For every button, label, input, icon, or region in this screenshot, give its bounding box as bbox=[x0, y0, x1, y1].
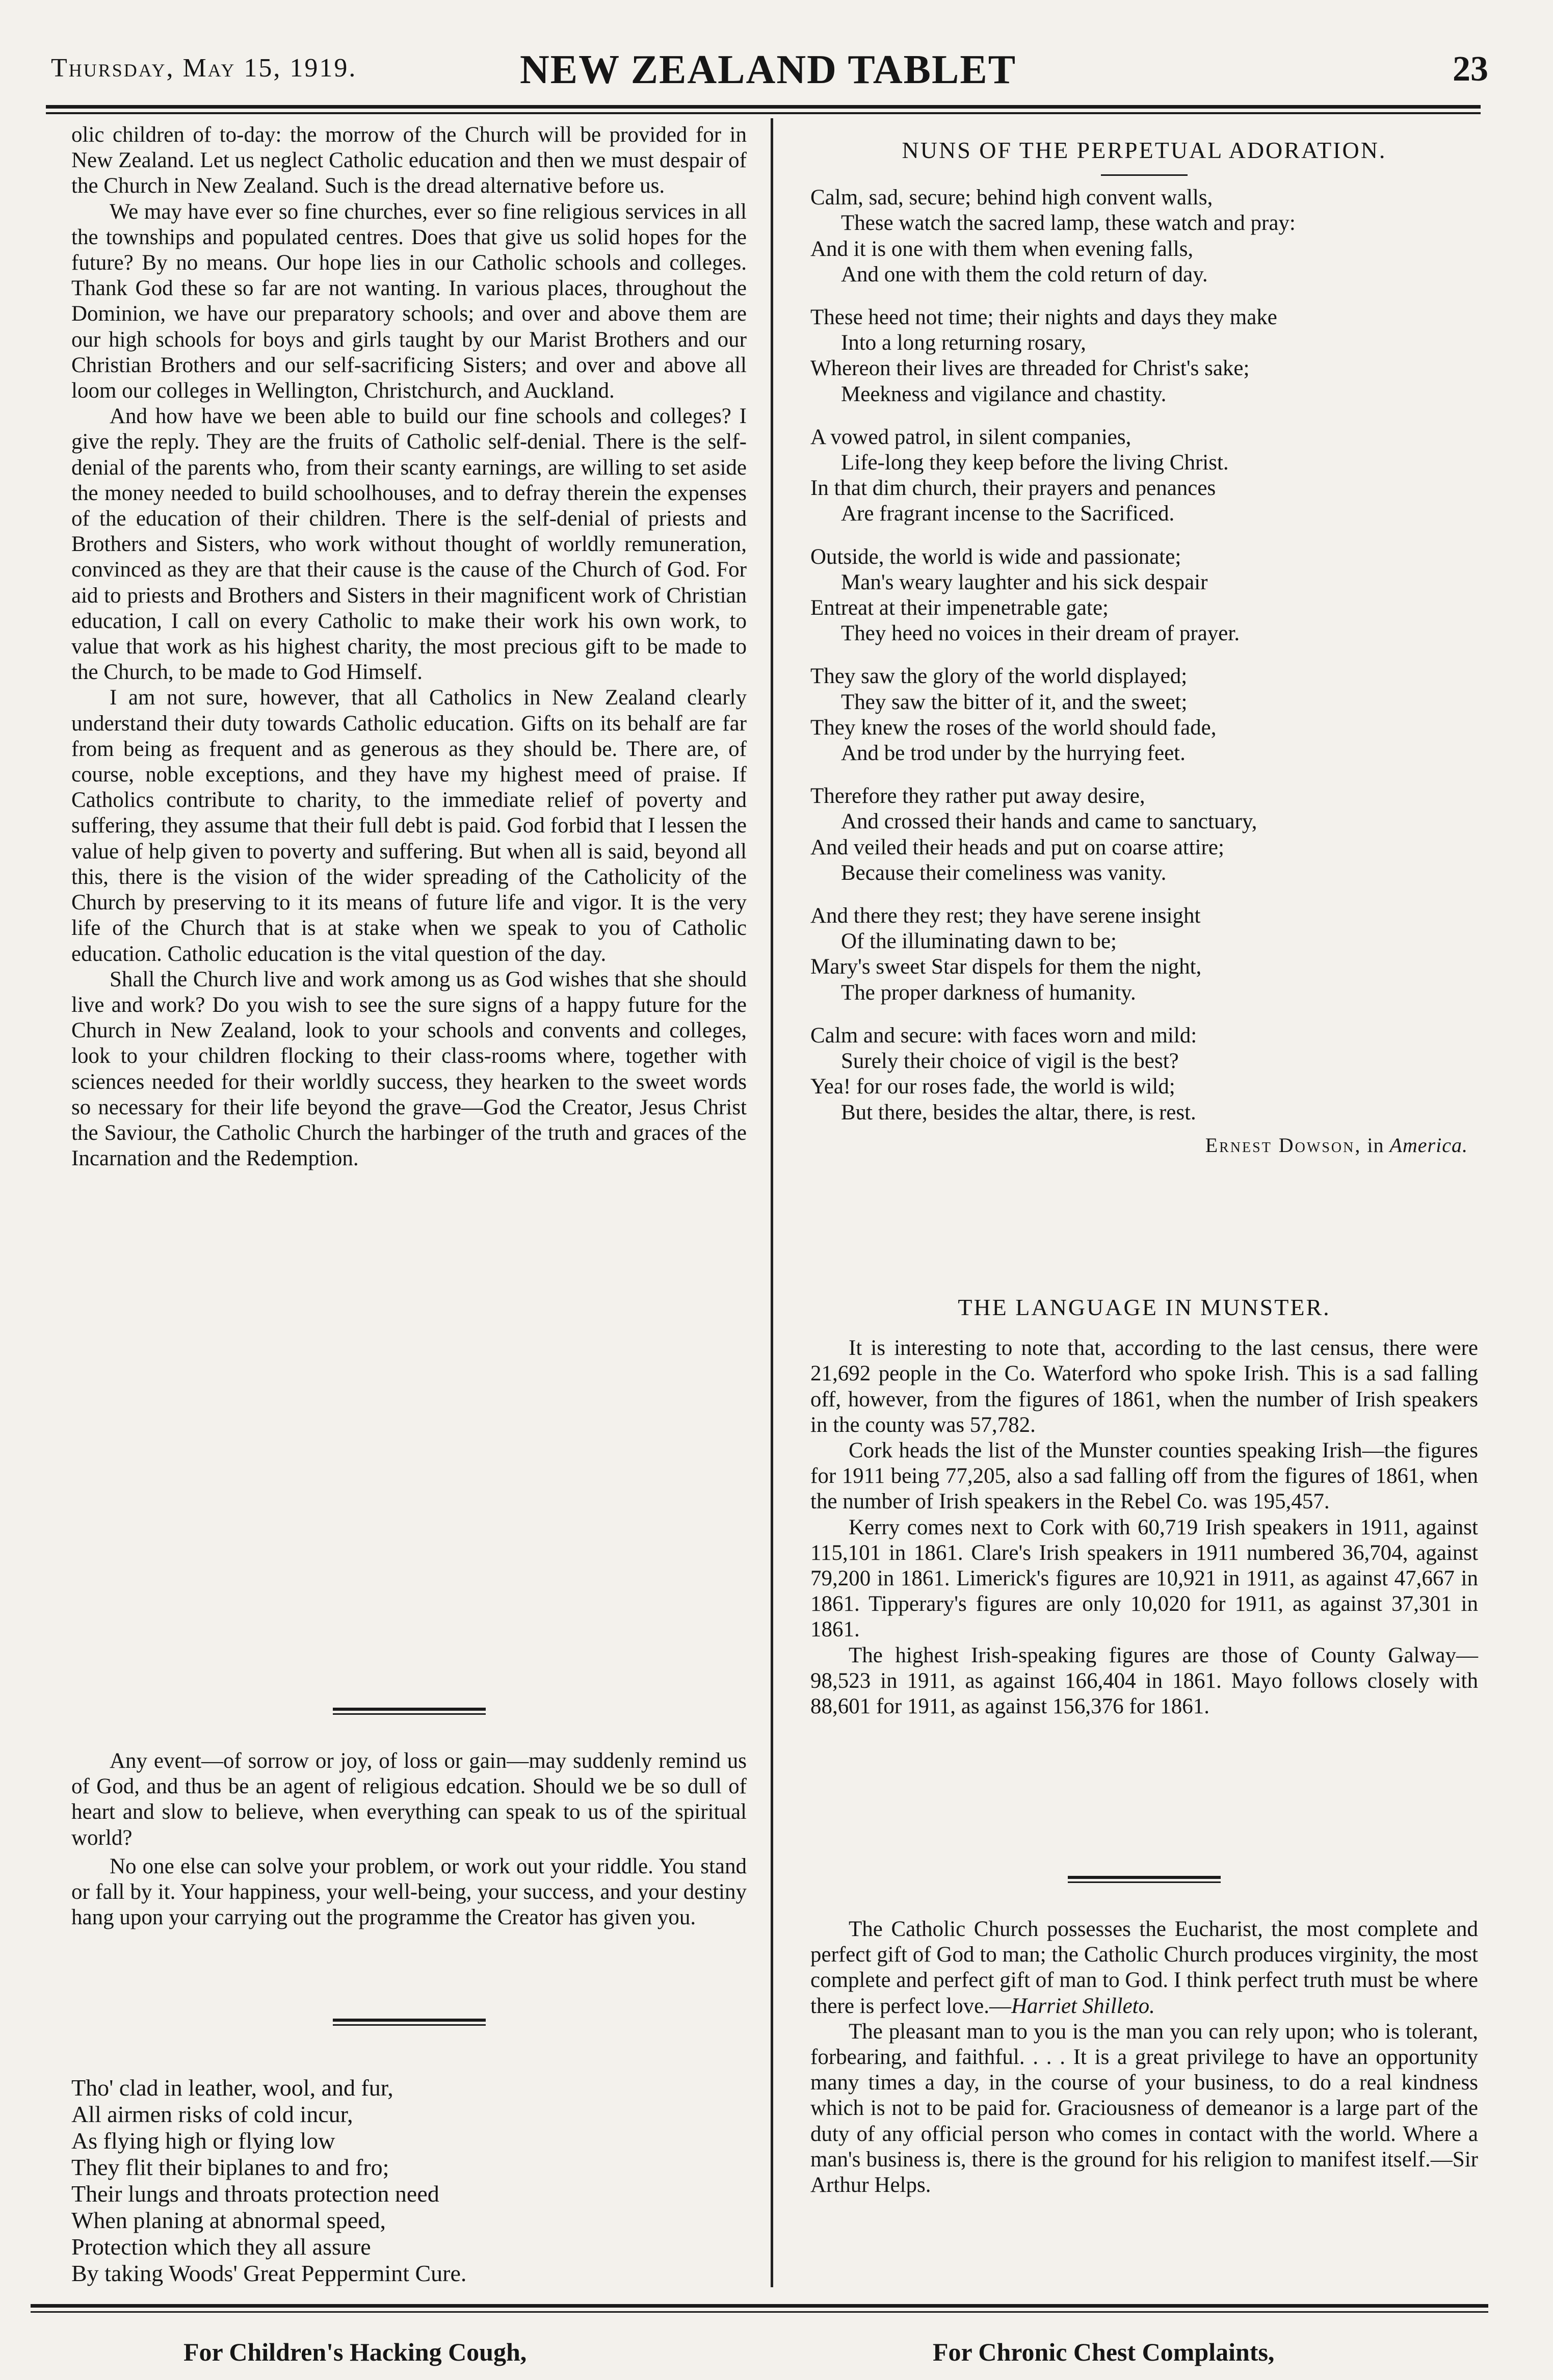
page-number: 23 bbox=[1453, 49, 1488, 89]
title-rule bbox=[1101, 174, 1188, 176]
poem-line: In that dim church, their prayers and penances bbox=[810, 476, 1216, 501]
poem-line: These watch the sacred lamp, these watch and pray: bbox=[841, 211, 1296, 236]
publication-title: NEW ZEALAND TABLET bbox=[520, 47, 1017, 92]
poem-line: And one with them the cold return of day. bbox=[841, 262, 1208, 286]
language-paragraph: It is interesting to note that, according to the last census, there were 21,692 people in the Co. Waterford who spoke Irish. This is a sad falling off, however, from the figures of 1861, when the number of Irish speakers in the county was 57,782. bbox=[810, 1336, 1478, 1437]
poem-line: Are fragrant incense to the Sacrificed. bbox=[841, 502, 1175, 526]
column-divider bbox=[771, 118, 773, 2287]
poem-line: These heed not time; their nights and days they make bbox=[810, 305, 1277, 330]
poem-line: They knew the roses of the world should fade, bbox=[810, 715, 1217, 740]
poem-line: Calm, sad, secure; behind high convent walls, bbox=[810, 186, 1213, 210]
poem-line: Surely their choice of vigil is the best? bbox=[841, 1049, 1179, 1074]
poem-stanza bbox=[810, 1023, 1478, 1126]
church-quote-text: The Catholic Church possesses the Eucharist, the most complete and perfect gift of God to man; the Catholic Church produces virginity, the most complete and perfect gift of man to God. I think perfect truth must be where there is perfect love.— bbox=[810, 1917, 1478, 2018]
advert-line: When planing at abnormal speed, bbox=[71, 2207, 386, 2233]
poem-line: And be trod under by the hurrying feet. bbox=[841, 741, 1186, 766]
advert-line: Their lungs and throats protection need bbox=[71, 2181, 439, 2207]
poem-line: And there they rest; they have serene insight bbox=[810, 904, 1201, 928]
poem-line: And crossed their hands and came to sanctuary, bbox=[841, 809, 1257, 834]
poem-stanza bbox=[810, 425, 1478, 527]
poem-line: And it is one with them when evening falls, bbox=[810, 237, 1194, 261]
poem-line: Entreat at their impenetrable gate; bbox=[810, 596, 1109, 620]
section-rule bbox=[71, 1708, 747, 1715]
poem-attribution bbox=[810, 1133, 1478, 1158]
article-paragraph: We may have ever so fine churches, ever so fine religious services in all the townships and populated centres. Does that give us solid hopes for the future? By no means. Our hope lies in our Catholic schools and colleges. Thank God these so far are not wanting. In various places, throughout the Dominion, we have our preparatory schools; and over and above them are our high schools for boys and girls taught by our Marist Brothers and our Christian Brothers and our self-sacrificing Sisters; and over and above all loom our colleges in Wellington, Christchurch, and Auckland. bbox=[71, 199, 747, 403]
quotes-section bbox=[810, 1917, 1478, 2198]
section-rule bbox=[71, 2019, 747, 2026]
poem-section bbox=[810, 138, 1478, 1158]
poem-line: They saw the bitter of it, and the sweet; bbox=[841, 690, 1188, 714]
poem-line: They heed no voices in their dream of prayer. bbox=[841, 621, 1240, 646]
article-paragraph: I am not sure, however, that all Catholics in New Zealand clearly understand their duty towards Catholic education. Gifts on its behalf are far from being as frequent and as generous as they should be. There are, of course, noble exceptions, and they have my highest meed of praise. If Catholics contribute to charity, to the immediate relief of poverty and suffering, they assume that their full debt is paid. God forbid that I lessen the value of help given to poverty and suffering. But when all is said, beyond all this, there is the vision of the wider spreading of the Catholicity of the Church by preserving to it its means of future life and vigor. It is the very life of the Church that is at stake when we speak to you of Catholic education. Catholic education is the vital question of the day. bbox=[71, 686, 747, 966]
footer-advert-right: For Chronic Chest Complaints, bbox=[933, 2338, 1275, 2366]
issue-date: Thursday, May 15, 1919. bbox=[51, 54, 357, 83]
advert-line: All airmen risks of cold incur, bbox=[71, 2101, 353, 2127]
poem-line: Into a long returning rosary, bbox=[841, 331, 1086, 355]
poem-stanza bbox=[810, 544, 1478, 647]
poem-stanza bbox=[810, 783, 1478, 886]
church-quote-author: Harriet Shilleto. bbox=[1011, 1994, 1155, 2018]
poem-stanza bbox=[810, 185, 1478, 287]
poem-stanza bbox=[810, 664, 1478, 766]
advert-line: They flit their biplanes to and fro; bbox=[71, 2154, 389, 2180]
poem-line: Therefore they rather put away desire, bbox=[810, 784, 1145, 808]
poem-title: NUNS OF THE PERPETUAL ADORATION. bbox=[902, 137, 1387, 163]
reflection-section bbox=[71, 1748, 747, 1930]
poem-line: They saw the glory of the world displayed; bbox=[810, 664, 1188, 689]
poem-body bbox=[810, 185, 1478, 1126]
poem-line: And veiled their heads and put on coarse attire; bbox=[810, 835, 1224, 859]
reflection-paragraph: No one else can solve your problem, or work out your riddle. You stand or fall by it. Your happiness, your well-being, your success, and your destiny hang upon your carrying out the programme the Creator has given you. bbox=[71, 1854, 747, 1930]
poem-line: Whereon their lives are threaded for Christ's sake; bbox=[810, 356, 1250, 381]
header-rule-thin bbox=[46, 112, 1481, 114]
education-article bbox=[71, 122, 747, 1171]
pleasant-man-quote: The pleasant man to you is the man you can rely upon; who is tolerant, forbearing, and faithful. . . . It is a great privilege to have an opportunity many times a day, in the course of your business, to do a real kindness which is not to be paid for. Graciousness of demeanor is a large part of the duty of any official person who comes in contact with the world. Where a man's business is, there is the ground for his religion to manifest itself.—Sir Arthur Helps. bbox=[810, 2019, 1478, 2198]
poem-stanza bbox=[810, 903, 1478, 1006]
section-rule bbox=[810, 1876, 1478, 1883]
advert-line: As flying high or flying low bbox=[71, 2128, 335, 2154]
poem-line: Yea! for our roses fade, the world is wild; bbox=[810, 1075, 1175, 1099]
article-paragraph: olic children of to-day: the morrow of the Church will be provided for in New Zealand. Let us neglect Catholic education and then we must despair of the Church in New Zealand. Such is the dread alternative before us. bbox=[71, 123, 747, 198]
footer-rule bbox=[31, 2304, 1488, 2308]
advert-line: Tho' clad in leather, wool, and fur, bbox=[71, 2075, 393, 2101]
advert-line: Protection which they all assure bbox=[71, 2234, 371, 2260]
poem-stanza bbox=[810, 305, 1478, 407]
article-paragraph: And how have we been able to build our fine schools and colleges? I give the reply. They are the fruits of Catholic self-denial. There is the self-denial of the parents who, from their scanty earnings, are willing to set aside the money needed to build schoolhouses, and to defray therein the expenses of the education of their children. There is the self-denial of priests and Brothers and Sisters, who work without thought of worldly remuneration, convinced as they are that their cause is the cause of the Church of God. For aid to priests and Brothers and Sisters in their magnificent work of Christian education, I call on every Catholic to make their work his own work, to value that work as his highest charity, the most precious gift to be made to the Church, to be made to God Himself. bbox=[71, 404, 747, 685]
language-paragraph: Kerry comes next to Cork with 60,719 Irish speakers in 1911, against 115,101 in 1861. Clare's Irish speakers in 1911 numbered 36,704, against 79,200 in 1861. Limerick's figures are 10,921 in 1911, as against 47,667 in 1861. Tipperary's figures are only 10,020 for 1911, as against 37,301 in 1861. bbox=[810, 1515, 1478, 1642]
language-paragraph: Cork heads the list of the Munster counties speaking Irish—the figures for 1911 being 77,205, also a sad falling off from the figures of 1861, when the number of Irish speakers in the Rebel Co. was 195,457. bbox=[810, 1439, 1478, 1514]
poem-line: Life-long they keep before the living Christ. bbox=[841, 451, 1229, 475]
poem-line: Because their comeliness was vanity. bbox=[841, 860, 1167, 885]
footer-rule-thin bbox=[31, 2311, 1488, 2313]
language-title: THE LANGUAGE IN MUNSTER. bbox=[958, 1294, 1331, 1320]
poem-line: Man's weary laughter and his sick despair bbox=[841, 570, 1208, 594]
poem-line: Of the illuminating dawn to be; bbox=[841, 929, 1117, 954]
masthead bbox=[46, 47, 1488, 98]
poem-line: Mary's sweet Star dispels for them the night, bbox=[810, 955, 1202, 979]
article-paragraph: Shall the Church live and work among us as God wishes that she should live and work? Do you wish to see the sure signs of a happy future for the Church in New Zealand, look to your schools and convents and colleges, look to your children flocking to their class-rooms where, together with sciences needed for their worldly success, they hearken to the sweet words so necessary for their life beyond the grave—God the Creator, Jesus Christ the Saviour, the Catholic Church the harbinger of the truth and graces of the Incarnation and the Redemption. bbox=[71, 967, 747, 1171]
language-paragraph: The highest Irish-speaking figures are those of County Galway—98,523 in 1911, as against 166,404 in 1861. Mayo follows closely with 88,601 for 1911, as against 156,376 for 1861. bbox=[810, 1643, 1478, 1719]
poem-line: The proper darkness of humanity. bbox=[841, 980, 1136, 1005]
poem-line: But there, besides the altar, there, is rest. bbox=[841, 1100, 1196, 1124]
poem-source-prefix: in bbox=[1367, 1133, 1384, 1157]
poem-author: Ernest Dowson, bbox=[1205, 1133, 1362, 1157]
reflection-paragraph: Any event—of sorrow or joy, of loss or gain—may suddenly remind us of God, and thus be an agent of religious edcation. Should we be so dull of heart and slow to believe, when everything can speak to us of the spiritual world? bbox=[71, 1749, 747, 1850]
header-rule bbox=[46, 105, 1481, 109]
poem-line: A vowed patrol, in silent companies, bbox=[810, 425, 1131, 449]
advert-line: By taking Woods' Great Peppermint Cure. bbox=[71, 2260, 467, 2286]
poem-line: Calm and secure: with faces worn and mild: bbox=[810, 1023, 1197, 1048]
poem-line: Meekness and vigilance and chastity. bbox=[841, 382, 1167, 406]
church-quote bbox=[810, 1917, 1478, 2019]
poem-line: Outside, the world is wide and passionate; bbox=[810, 544, 1181, 569]
peppermint-cure-advert bbox=[71, 2075, 747, 2287]
language-section bbox=[810, 1295, 1478, 1719]
poem-source: America. bbox=[1389, 1133, 1468, 1157]
footer-advert-left: For Children's Hacking Cough, bbox=[183, 2338, 527, 2366]
